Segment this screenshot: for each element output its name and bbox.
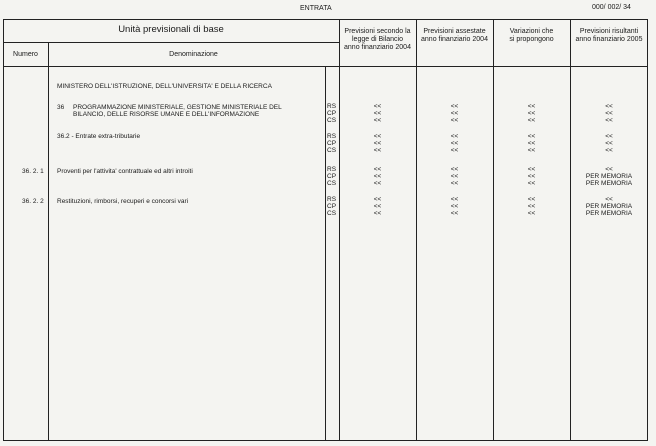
value-cell: << <box>373 180 382 187</box>
value-cell: << <box>527 110 536 117</box>
code-cs: CS <box>327 117 337 124</box>
values-col1 <box>339 166 416 187</box>
values-col2 <box>416 103 493 124</box>
value-cell: << <box>373 166 382 173</box>
header-numero: Numero <box>13 51 38 58</box>
values-col4 <box>570 103 648 124</box>
values-col4 <box>570 133 648 154</box>
value-cell: << <box>450 203 459 210</box>
value-cell: << <box>450 117 459 124</box>
value-cell: << <box>527 133 536 140</box>
value-cell: << <box>373 117 382 124</box>
value-cell: << <box>373 103 382 110</box>
values-col4 <box>570 166 648 187</box>
header-previsioni-legge-bilancio <box>339 28 416 52</box>
grid-line <box>570 19 571 441</box>
values-col3 <box>493 133 570 154</box>
code-cp: CP <box>327 203 337 210</box>
value-cell: << <box>373 110 382 117</box>
value-cell: << <box>373 196 382 203</box>
value-cell: << <box>605 103 613 110</box>
code-cp: CP <box>327 140 337 147</box>
value-cell: << <box>527 117 536 124</box>
value-cell: << <box>605 140 613 147</box>
header-unita-previsionali: Unità previsionali di base <box>118 24 224 35</box>
code-rs: RS <box>327 133 337 140</box>
value-cell: << <box>527 103 536 110</box>
value-cell: << <box>527 147 536 154</box>
code-rs: RS <box>327 196 337 203</box>
values-col2 <box>416 196 493 217</box>
values-col1 <box>339 103 416 124</box>
values-col2 <box>416 166 493 187</box>
value-cell: << <box>450 166 459 173</box>
value-cell: << <box>527 166 536 173</box>
value-cell: << <box>527 203 536 210</box>
value-cell: << <box>450 140 459 147</box>
value-cell: PER MEMORIA <box>585 210 633 217</box>
header-line: legge di Bilancio <box>352 36 403 43</box>
value-cell: << <box>373 133 382 140</box>
grid-line <box>3 42 339 43</box>
values-col3 <box>493 196 570 217</box>
value-cell: << <box>450 103 459 110</box>
header-line: anno finanziario 2004 <box>421 36 488 43</box>
value-cell: << <box>527 210 536 217</box>
grid-line <box>339 19 340 441</box>
header-line: anno finanziario 2005 <box>575 36 643 43</box>
page-header-title: ENTRATA <box>300 5 332 12</box>
header-variazioni <box>493 28 570 44</box>
code-cp: CP <box>327 110 337 117</box>
row-label: Restituzioni, rimborsi, recuperi e concorsi vari <box>57 198 189 205</box>
header-line: anno finanziario 2004 <box>344 44 411 51</box>
value-cell: << <box>373 203 382 210</box>
page-reference: 000/ 002/ 34 <box>592 4 631 11</box>
value-cell: << <box>450 133 459 140</box>
values-col1 <box>339 196 416 217</box>
value-cell: << <box>450 147 459 154</box>
grid-line <box>416 19 417 441</box>
value-cell: PER MEMORIA <box>585 180 633 187</box>
row-label: Proventi per l'attivita' contrattuale ed altri introiti <box>57 168 193 175</box>
code-rs: RS <box>327 103 337 110</box>
value-cell: << <box>450 173 459 180</box>
code-rs: RS <box>327 166 337 173</box>
values-col3 <box>493 166 570 187</box>
value-cell: << <box>605 110 613 117</box>
section-title <box>73 104 282 118</box>
ministry-title: MINISTERO DELL'ISTRUZIONE, DELL'UNIVERSITA' E DELLA RICERCA <box>57 83 272 90</box>
grid-line <box>325 66 326 441</box>
value-cell: << <box>527 180 536 187</box>
grid-line <box>48 42 49 441</box>
section-title-line: BILANCIO, DELLE RISORSE UMANE E DELL'INFORMAZIONE <box>73 111 260 118</box>
value-cell: << <box>450 180 459 187</box>
row-number: 36. 2. 1 <box>22 168 44 175</box>
value-cell: << <box>527 173 536 180</box>
values-col2 <box>416 133 493 154</box>
header-line: Previsioni risultanti <box>579 28 639 35</box>
value-cell: << <box>373 173 382 180</box>
value-cell: << <box>605 166 613 173</box>
header-denominazione: Denominazione <box>169 51 218 58</box>
value-cell: << <box>605 196 613 203</box>
value-cell: PER MEMORIA <box>585 173 633 180</box>
section-number: 36 <box>57 104 65 111</box>
value-cell: << <box>373 147 382 154</box>
cap-codes <box>327 133 336 154</box>
value-cell: << <box>605 117 613 124</box>
cap-codes <box>327 103 336 124</box>
header-line: Variazioni che <box>509 28 554 35</box>
value-cell: << <box>605 147 613 154</box>
header-line: si propongono <box>509 36 554 43</box>
code-cs: CS <box>327 147 337 154</box>
value-cell: << <box>373 210 382 217</box>
cap-codes <box>327 166 336 187</box>
value-cell: << <box>605 133 613 140</box>
value-cell: << <box>450 196 459 203</box>
value-cell: << <box>450 210 459 217</box>
value-cell: << <box>527 196 536 203</box>
code-cp: CP <box>327 173 337 180</box>
section-title-line: PROGRAMMAZIONE MINISTERIALE, GESTIONE MINISTERIALE DEL <box>73 104 282 111</box>
header-previsioni-risultanti <box>570 28 648 44</box>
value-cell: << <box>450 110 459 117</box>
code-cs: CS <box>327 180 337 187</box>
value-cell: << <box>373 140 382 147</box>
row-number: 36. 2. 2 <box>22 198 44 205</box>
values-col4 <box>570 196 648 217</box>
header-line: Previsioni assestate <box>423 28 486 35</box>
header-previsioni-assestate <box>416 28 493 44</box>
header-line: Previsioni secondo la <box>344 28 411 35</box>
grid-line <box>3 66 648 67</box>
value-cell: << <box>527 140 536 147</box>
values-col3 <box>493 103 570 124</box>
cap-codes <box>327 196 336 217</box>
value-cell: PER MEMORIA <box>585 203 633 210</box>
code-cs: CS <box>327 210 337 217</box>
subsection-title: 36.2 - Entrate extra-tributarie <box>57 133 141 140</box>
grid-line <box>493 19 494 441</box>
values-col1 <box>339 133 416 154</box>
